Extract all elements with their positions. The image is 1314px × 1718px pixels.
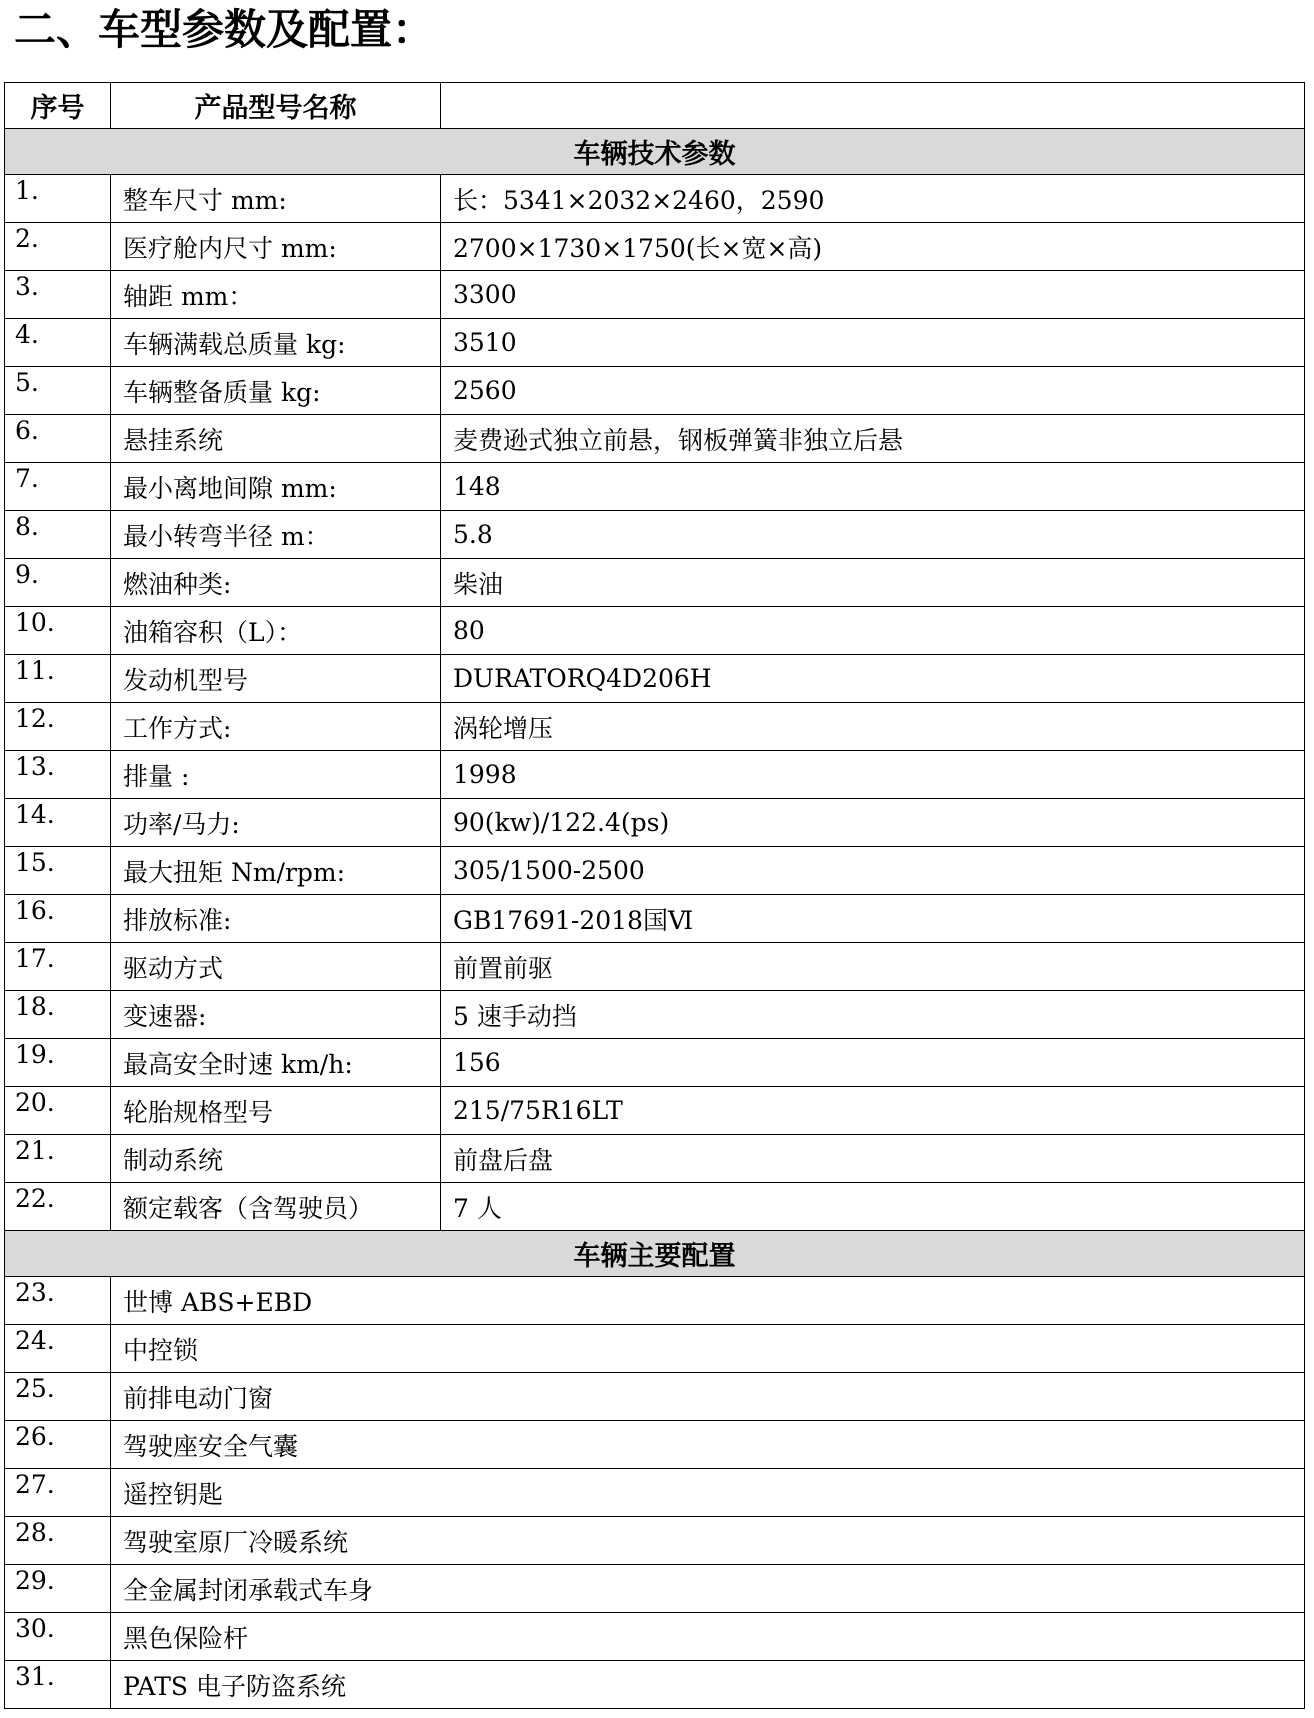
- row-number: 3.: [5, 271, 111, 319]
- row-value: 305/1500-2500: [441, 847, 1305, 895]
- row-value: 3300: [441, 271, 1305, 319]
- table-row: [5, 1565, 1305, 1613]
- table-row: [5, 799, 1305, 847]
- table-row: [5, 223, 1305, 271]
- table-row: [5, 1135, 1305, 1183]
- row-name: 变速器:: [111, 991, 441, 1039]
- row-number: 31.: [5, 1661, 111, 1709]
- table-row: [5, 319, 1305, 367]
- table-row: [5, 1277, 1305, 1325]
- row-number: 6.: [5, 415, 111, 463]
- table-row: [5, 511, 1305, 559]
- row-name: 最小转弯半径 m：: [111, 511, 441, 559]
- table-row: [5, 415, 1305, 463]
- row-name: 悬挂系统: [111, 415, 441, 463]
- table-row: [5, 1517, 1305, 1565]
- row-name: 排放标准:: [111, 895, 441, 943]
- row-value: 1998: [441, 751, 1305, 799]
- table-row: [5, 847, 1305, 895]
- row-value: DURATORQ4D206H: [441, 655, 1305, 703]
- row-value: 麦费逊式独立前悬，钢板弹簧非独立后悬: [441, 415, 1305, 463]
- row-value: 2560: [441, 367, 1305, 415]
- header-name: 产品型号名称: [111, 83, 441, 129]
- row-value: 柴油: [441, 559, 1305, 607]
- section-title-config: 车辆主要配置: [5, 1231, 1305, 1277]
- table-row: [5, 1613, 1305, 1661]
- table-row: [5, 1421, 1305, 1469]
- table-row: [5, 463, 1305, 511]
- table-row: [5, 1183, 1305, 1231]
- row-name: 医疗舱内尺寸 mm:: [111, 223, 441, 271]
- section-title-tech: 车辆技术参数: [5, 129, 1305, 175]
- row-number: 28.: [5, 1517, 111, 1565]
- row-value: GB17691-2018国Ⅵ: [441, 895, 1305, 943]
- row-name: 油箱容积（L）：: [111, 607, 441, 655]
- row-number: 26.: [5, 1421, 111, 1469]
- page-title: 二、车型参数及配置：: [14, 5, 435, 54]
- header-value: [441, 83, 1305, 129]
- row-value: 长：5341×2032×2460，2590: [441, 175, 1305, 223]
- row-number: 25.: [5, 1373, 111, 1421]
- row-number: 15.: [5, 847, 111, 895]
- table-row: [5, 367, 1305, 415]
- row-number: 5.: [5, 367, 111, 415]
- header-no: 序号: [5, 83, 111, 129]
- row-number: 11.: [5, 655, 111, 703]
- row-number: 1.: [5, 175, 111, 223]
- row-value: 5.8: [441, 511, 1305, 559]
- header-row: [5, 83, 1305, 129]
- row-name: 前排电动门窗: [111, 1373, 1305, 1421]
- row-number: 12.: [5, 703, 111, 751]
- table-row: [5, 1087, 1305, 1135]
- table-row: [5, 943, 1305, 991]
- table-row: [5, 703, 1305, 751]
- row-number: 29.: [5, 1565, 111, 1613]
- row-name: 制动系统: [111, 1135, 441, 1183]
- table-row: [5, 607, 1305, 655]
- row-number: 13.: [5, 751, 111, 799]
- row-name: 遥控钥匙: [111, 1469, 1305, 1517]
- row-name: 全金属封闭承载式车身: [111, 1565, 1305, 1613]
- row-number: 14.: [5, 799, 111, 847]
- row-number: 4.: [5, 319, 111, 367]
- row-number: 23.: [5, 1277, 111, 1325]
- row-number: 24.: [5, 1325, 111, 1373]
- row-name: 轮胎规格型号: [111, 1087, 441, 1135]
- table-row: [5, 1373, 1305, 1421]
- row-number: 8.: [5, 511, 111, 559]
- table-row: [5, 175, 1305, 223]
- row-value: 5 速手动挡: [441, 991, 1305, 1039]
- row-value: 7 人: [441, 1183, 1305, 1231]
- row-name: 驾驶室原厂冷暖系统: [111, 1517, 1305, 1565]
- row-name: 中控锁: [111, 1325, 1305, 1373]
- row-number: 16.: [5, 895, 111, 943]
- section-row-config: [5, 1231, 1305, 1277]
- row-name: PATS 电子防盗系统: [111, 1661, 1305, 1709]
- row-name: 整车尺寸 mm:: [111, 175, 441, 223]
- row-value: 涡轮增压: [441, 703, 1305, 751]
- row-value: 90(kw)/122.4(ps): [441, 799, 1305, 847]
- row-value: 80: [441, 607, 1305, 655]
- row-number: 7.: [5, 463, 111, 511]
- spec-table-body: [5, 83, 1305, 1709]
- row-value: 156: [441, 1039, 1305, 1087]
- section-row-tech: [5, 129, 1305, 175]
- table-row: [5, 991, 1305, 1039]
- row-number: 22.: [5, 1183, 111, 1231]
- row-name: 工作方式:: [111, 703, 441, 751]
- row-name: 车辆整备质量 kg:: [111, 367, 441, 415]
- table-row: [5, 559, 1305, 607]
- row-number: 9.: [5, 559, 111, 607]
- table-row: [5, 1661, 1305, 1709]
- row-name: 燃油种类:: [111, 559, 441, 607]
- row-value: 前置前驱: [441, 943, 1305, 991]
- row-name: 最大扭矩 Nm/rpm:: [111, 847, 441, 895]
- table-row: [5, 1039, 1305, 1087]
- row-value: 2700×1730×1750(长×宽×高): [441, 223, 1305, 271]
- row-name: 功率/马力:: [111, 799, 441, 847]
- row-value: 215/75R16LT: [441, 1087, 1305, 1135]
- row-number: 18.: [5, 991, 111, 1039]
- row-name: 车辆满载总质量 kg:: [111, 319, 441, 367]
- row-name: 驱动方式: [111, 943, 441, 991]
- table-row: [5, 655, 1305, 703]
- spec-table: [4, 82, 1305, 1709]
- row-number: 20.: [5, 1087, 111, 1135]
- row-name: 世博 ABS+EBD: [111, 1277, 1305, 1325]
- row-number: 2.: [5, 223, 111, 271]
- table-row: [5, 271, 1305, 319]
- row-value: 前盘后盘: [441, 1135, 1305, 1183]
- row-name: 最高安全时速 km/h:: [111, 1039, 441, 1087]
- row-name: 最小离地间隙 mm:: [111, 463, 441, 511]
- row-name: 黑色保险杆: [111, 1613, 1305, 1661]
- row-name: 发动机型号: [111, 655, 441, 703]
- table-row: [5, 1469, 1305, 1517]
- table-row: [5, 1325, 1305, 1373]
- row-number: 19.: [5, 1039, 111, 1087]
- row-number: 30.: [5, 1613, 111, 1661]
- row-value: 3510: [441, 319, 1305, 367]
- row-name: 额定载客（含驾驶员）: [111, 1183, 441, 1231]
- table-row: [5, 895, 1305, 943]
- row-value: 148: [441, 463, 1305, 511]
- row-name: 排量 :: [111, 751, 441, 799]
- row-name: 轴距 mm：: [111, 271, 441, 319]
- row-number: 21.: [5, 1135, 111, 1183]
- row-number: 17.: [5, 943, 111, 991]
- table-row: [5, 751, 1305, 799]
- row-number: 27.: [5, 1469, 111, 1517]
- row-number: 10.: [5, 607, 111, 655]
- row-name: 驾驶座安全气囊: [111, 1421, 1305, 1469]
